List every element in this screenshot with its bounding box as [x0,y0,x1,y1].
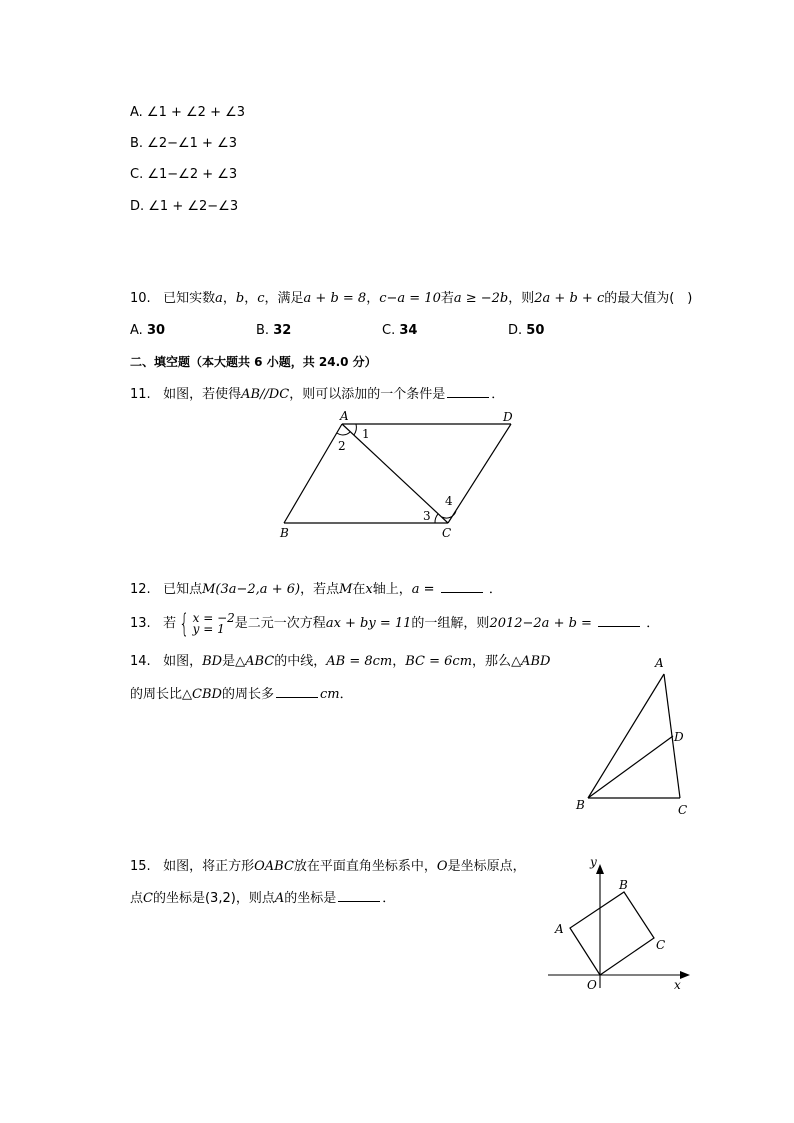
label-o: O [587,978,597,992]
unit: cm [319,687,340,702]
condition-2: c−a = 10 [379,291,441,306]
system-row-1: x = −2 [192,610,235,625]
var-a: a [411,582,420,597]
text: 的周长比 [130,687,183,702]
q14-triangle-figure [568,650,698,820]
length-bc: BC = 6cm [405,654,473,669]
var-x: x [365,582,373,597]
equation: ax + by = 11 [325,616,412,631]
label-a: A [655,656,664,670]
text: 轴上， [372,582,412,597]
text: ， [392,654,406,669]
q10-option-b [256,322,291,340]
point-m: M(3a−2,a + 6) [202,582,301,597]
var-m: M [339,582,353,597]
var-a: a [215,291,223,306]
q14-stem-line2 [130,685,353,704]
length-ab: AB = 8cm [326,654,393,669]
var-a: A [274,891,285,906]
question-number: 13. [130,616,151,631]
label-b: B [280,526,289,540]
expression: 2012−2a + b = [489,616,592,631]
text: ， [366,291,380,306]
label-a: A [555,922,564,936]
q15-stem-line2 [130,889,395,908]
answer-blank[interactable] [338,889,380,902]
text: ，则可以添加的一个条件是 [289,387,446,402]
label-c: C [678,803,688,817]
label-d: D [674,730,684,744]
text: ． [339,687,353,702]
text: 在 [352,582,366,597]
text: ， [222,291,236,306]
coordinate: (3,2) [204,891,236,906]
label-b: B [619,878,628,892]
label-c: C [442,526,452,540]
y-arrow-icon [596,864,604,874]
var-b: b [235,291,245,306]
equation-system [192,610,235,636]
text: 的周长多 [221,687,274,702]
q14-stem-line1 [130,653,550,671]
label-a: A [340,409,349,423]
option-key: B. [256,323,270,338]
q10-option-c [382,322,417,340]
triangle-abc: △ABC [235,654,275,669]
text: 是坐标原点， [447,859,526,874]
q9-option-c: C. ∠1−∠2 + ∠3 [130,167,238,182]
text: 已知实数 [163,291,216,306]
question-number: 15. [130,859,151,874]
text: ，那么 [472,654,512,669]
q15-stem-line1 [130,858,526,876]
x-arrow-icon [680,971,690,979]
text: 是二元一次方程 [234,616,326,631]
label-b: B [576,798,585,812]
var-o: O [436,859,448,874]
q9-option-d: D. ∠1 + ∠2−∠3 [130,199,239,214]
label-d: D [503,410,513,424]
option-value: 32 [273,323,292,338]
answer-blank[interactable] [441,580,483,593]
text: ，则点 [235,891,275,906]
text: 如图， [163,654,203,669]
q11-stem [130,385,504,404]
section-title: 二、填空题（本大题共 6 小题，共 24.0 分） [130,355,377,369]
q10-option-d [508,322,544,340]
text: 的坐标是 [284,891,337,906]
option-value: 34 [399,323,418,338]
q9-option-a: A. ∠1 + ∠2 + ∠3 [130,105,246,120]
text: 点 [130,891,144,906]
text: 已知点 [163,582,203,597]
q9-option-b: B. ∠2−∠1 + ∠3 [130,136,238,151]
q10-option-a [130,322,165,340]
question-number: 12. [130,582,151,597]
relation: AB//DC [241,387,290,402]
text: 的最大值为( ) [604,291,693,306]
text: ，满足 [264,291,304,306]
question-number: 14. [130,654,151,669]
text: 放在平面直角坐标系中， [293,859,437,874]
text: 若 [163,616,177,631]
text: 是 [222,654,236,669]
option-key: D. [508,323,523,338]
text: 如图，将正方形 [163,859,255,874]
text: ． [488,582,502,597]
option-value: 50 [526,323,545,338]
angle-label-1: 1 [362,427,370,441]
answer-blank[interactable] [598,614,640,627]
brace-icon: { [179,608,190,639]
axis-label-y: y [590,855,597,869]
segment-bd: BD [202,654,223,669]
expression: 2a + b + c [534,291,605,306]
system-row-2: y = 1 [192,621,225,636]
q11-parallelogram-figure [278,406,528,546]
q10-stem [130,290,692,308]
q12-stem [130,580,502,599]
answer-blank[interactable] [447,385,489,398]
var-c: c [257,291,265,306]
text: 如图，若使得 [163,387,242,402]
condition-3: a ≥ −2b [453,291,509,306]
text: ， [244,291,258,306]
angle-label-4: 4 [445,494,453,508]
var-c: C [143,891,153,906]
square-oabc: OABC [254,859,294,874]
text: 的一组解，则 [411,616,490,631]
triangle-cbd: △CBD [182,687,222,702]
option-key: A. [130,323,143,338]
axis-label-x: x [674,978,681,992]
triangle-abd: △ABD [511,654,551,669]
text: 的坐标是 [152,891,205,906]
text: ． [646,616,660,631]
q13-stem [130,608,660,639]
text: 若 [440,291,454,306]
question-number: 11. [130,387,151,402]
label-c: C [656,938,666,952]
angle-label-2: 2 [338,439,346,453]
answer-blank[interactable] [276,685,318,698]
text: ，则 [508,291,535,306]
q15-coordinate-figure [544,852,694,997]
text: = [423,582,435,597]
option-value: 30 [146,323,166,338]
text: ，若点 [300,582,340,597]
option-key: C. [382,323,396,338]
text: 的中线， [274,654,327,669]
question-number: 10. [130,291,151,306]
condition-1: a + b = 8 [303,291,367,306]
text: ． [382,891,396,906]
text: ． [491,387,505,402]
angle-label-3: 3 [423,509,431,523]
